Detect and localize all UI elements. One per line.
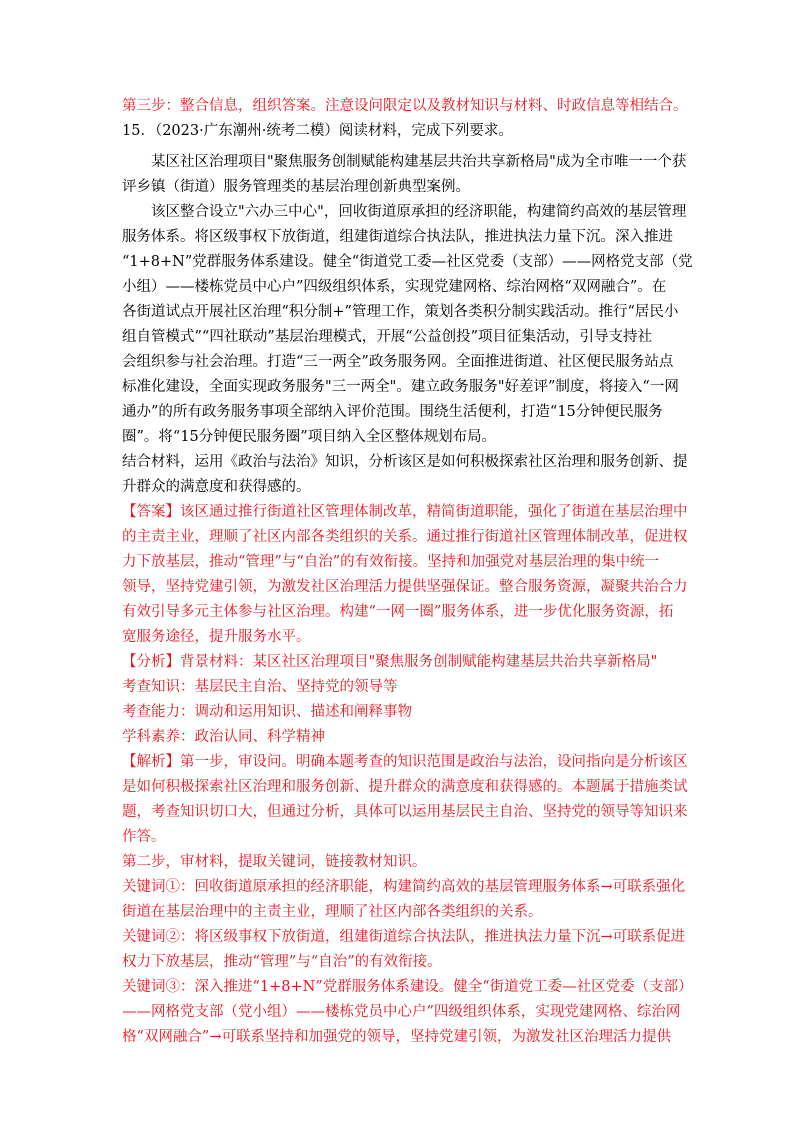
- question-header: 15．（2023·广东潮州·统考二模）阅读材料，完成下列要求。: [122, 123, 513, 139]
- analysis-line: 【分析】背景材料：某区社区治理项目"聚焦服务创制赋能构建基层共治共享新格局": [122, 654, 658, 670]
- analysis-line: 考查能力：调动和运用知识、描述和阐释事物: [122, 704, 412, 720]
- keyword-line: 街道在基层治理中的主责主业，理顺了社区内部各类组织的关系。: [122, 904, 543, 920]
- keyword-line: 权力下放基层，推动“管理”与“自治”的有效衔接。: [122, 954, 442, 970]
- answer-line: 宽服务途径，提升服务水平。: [122, 629, 311, 645]
- material-line: 组自管模式”“四社联动”基层治理模式，开展“公益创投”项目征集活动，引导支持社: [122, 329, 653, 345]
- material-line: 该区整合设立"六办三中心"，回收街道原承担的经济职能，构建简约高效的基层管理: [122, 204, 687, 220]
- answer-line: 【答案】该区通过推行街道社区管理体制改革，精简街道职能，强化了街道在基层治理中: [122, 504, 688, 520]
- material-line: 某区社区治理项目"聚焦服务创制赋能构建基层共治共享新格局"成为全市唯一一个获: [122, 154, 687, 170]
- material-line: 通办”的所有政务服务事项全部纳入评价范围。围绕生活便利，打造“15分钟便民服务: [122, 404, 663, 420]
- material-line: 标准化建设，全面实现政务服务"三一两全"。建立政务服务"好差评”制度，将接入“一网: [122, 379, 679, 395]
- explanation-line: 作答。: [122, 829, 166, 845]
- keyword-line: 关键词③：深入推进“1+8+N”党群服务体系建设。健全“街道党工委—社区党委（支部）: [122, 979, 693, 995]
- explanation-line: 是如何积极探索社区治理和服务创新、提升群众的满意度和获得感的。本题属于措施类试: [122, 779, 688, 795]
- explanation-line: 第二步，审材料，提取关键词，链接教材知识。: [122, 854, 427, 870]
- answer-line: 有效引导多元主体参与社区治理。构建“一网一圈”服务体系，进一步优化服务资源，拓: [122, 604, 674, 620]
- analysis-line: 考查知识：基层民主自治、坚持党的领导等: [122, 679, 398, 695]
- keyword-line: 格“双网融合”→可联系坚持和加强党的领导，坚持党建引领，为激发社区治理活力提供: [122, 1029, 671, 1045]
- step-three-line: 第三步：整合信息，组织答案。注意设问限定以及教材知识与材料、时政信息等相结合。: [122, 98, 688, 114]
- material-line: 各街道试点开展社区治理“积分制+”管理工作，策划各类积分制实践活动。推行“居民小: [122, 304, 679, 320]
- explanation-line: 【解析】第一步，审设问。明确本题考查的知识范围是政治与法治，设问指向是分析该区: [122, 754, 688, 770]
- material-line: 小组）——楼栋党员中心户”四级组织体系，实现党建网格、综治网格“双网融合”。在: [122, 279, 667, 295]
- material-line: “1+8+N”党群服务体系建设。健全“街道党工委—社区党委（支部）——网格党支部（党: [122, 254, 693, 270]
- explanation-line: 题，考查知识切口大，但通过分析，具体可以运用基层民主自治、坚持党的领导等知识来: [122, 804, 688, 820]
- keyword-line: 关键词②：将区级事权下放街道，组建街道综合执法队，推进执法力量下沉→可联系促进: [122, 929, 686, 945]
- material-line: 会组织参与社会治理。打造“三一两全”政务服务网。全面推进街道、社区便民服务站点: [122, 354, 674, 370]
- answer-line: 力下放基层，推动“管理”与“自治”的有效衔接。坚持和加强党对基层治理的集中统一: [122, 554, 660, 570]
- answer-line: 领导，坚持党建引领，为激发社区治理活力提供坚强保证。整合服务资源，凝聚共治合力: [122, 579, 688, 595]
- material-line: 评乡镇（街道）服务管理类的基层治理创新典型案例。: [122, 179, 470, 195]
- keyword-line: 关键词①：回收街道原承担的经济职能，构建简约高效的基层管理服务体系→可联系强化: [122, 879, 686, 895]
- question-prompt: 升群众的满意度和获得感的。: [122, 479, 311, 495]
- question-prompt: 结合材料，运用《政治与法治》知识，分析该区是如何积极探索社区治理和服务创新、提: [122, 454, 688, 470]
- material-line: 圈”。将“15分钟便民服务圈”项目纳入全区整体规划布局。: [122, 429, 497, 445]
- analysis-line: 学科素养：政治认同、科学精神: [122, 729, 325, 745]
- material-line: 服务体系。将区级事权下放街道，组建街道综合执法队，推进执法力量下沉。深入推进: [122, 229, 673, 245]
- keyword-line: ——网格党支部（党小组）——楼栋党员中心户”四级组织体系，实现党建网格、综治网: [122, 1004, 681, 1020]
- answer-line: 的主责主业，理顺了社区内部各类组织的关系。通过推行街道社区管理体制改革，促进权: [122, 529, 688, 545]
